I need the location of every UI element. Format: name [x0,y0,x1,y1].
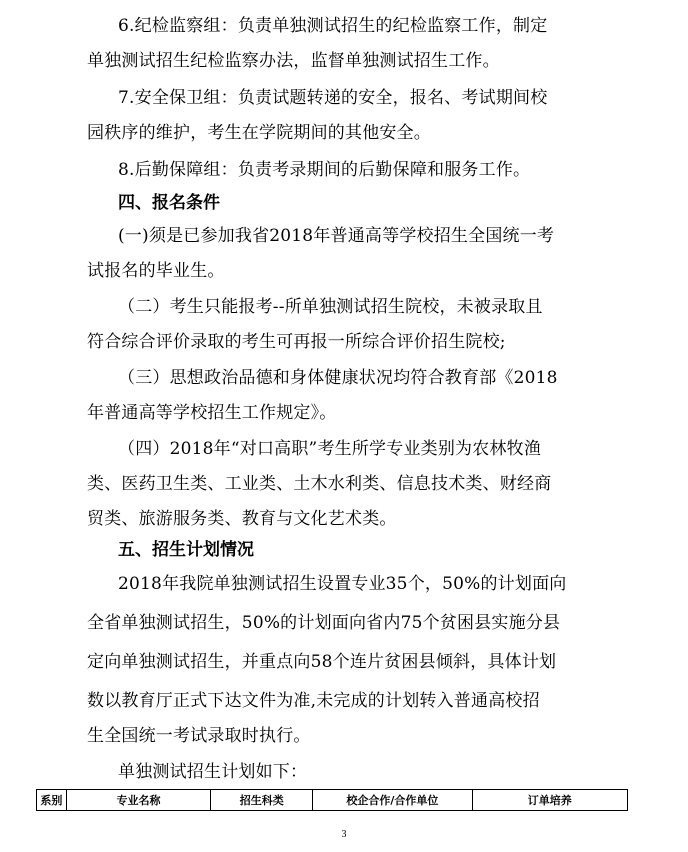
condition-1-line1: (一)须是已参加我省2018年普通高等学校招生全国统一考 [118,226,555,246]
condition-4-line3: 贸类、旅游服务类、教育与文化艺术类。 [87,509,397,529]
column-header-enrollment-category: 招生科类 [211,790,313,811]
plan-paragraph-line1: 2018年我院单独测试招生设置专业35个，50%的计划面向 [118,574,567,594]
column-header-order-training: 订单培养 [472,790,627,811]
paragraph-discipline-group-line2: 单独测试招生纪检监察办法，监督单独测试招生工作。 [87,51,500,71]
condition-3-line2: 年普通高等学校招生工作规定》。 [87,403,337,423]
column-header-partner-unit: 校企合作/合作单位 [313,790,472,811]
plan-paragraph-line2: 全省单独测试招生，50%的计划面向省内75个贫困县实施分县 [87,613,561,633]
condition-2-line2: 符合综合评价录取的考生可再报一所综合评价招生院校; [87,332,506,352]
section-heading-enrollment-plan: 五、招生计划情况 [118,540,254,560]
paragraph-security-group-line1: 7.安全保卫组：负责试题转递的安全，报名、考试期间校 [118,88,548,108]
paragraph-security-group-line2: 园秩序的维护，考生在学院期间的其他安全。 [87,123,431,143]
page-number: 3 [341,829,347,840]
plan-paragraph-line3: 定向单独测试招生，并重点向58个连片贫困县倾斜，具体计划 [87,652,557,672]
enrollment-plan-table [36,789,628,811]
table-header-row [37,790,628,811]
condition-4-line2: 类、医药卫生类、工业类、土木水利类、信息技术类、财经商 [87,474,552,494]
plan-paragraph-line4: 数以教育厅正式下达文件为准,未完成的计划转入普通高校招 [87,691,540,711]
paragraph-discipline-group-line1: 6.纪检监察组：负责单独测试招生的纪检监察工作，制定 [118,16,548,36]
plan-table-intro: 单独测试招生计划如下： [118,762,308,782]
column-header-major-name: 专业名称 [66,790,210,811]
paragraph-logistics-group: 8.后勤保障组：负责考录期间的后勤保障和服务工作。 [118,160,531,180]
column-header-department: 系别 [37,790,67,811]
section-heading-registration-conditions: 四、报名条件 [118,193,220,213]
plan-paragraph-line5: 生全国统一考试录取时执行。 [87,726,311,746]
condition-1-line2: 试报名的毕业生。 [87,261,225,281]
condition-2-line1: （二）考生只能报考--所单独测试招生院校，未被录取且 [118,297,543,317]
condition-4-line1: （四）2018年“对口高职”考生所学专业类别为农林牧渔 [118,439,542,459]
condition-3-line1: （三）思想政治品德和身体健康状况均符合教育部《2018 [118,368,558,388]
